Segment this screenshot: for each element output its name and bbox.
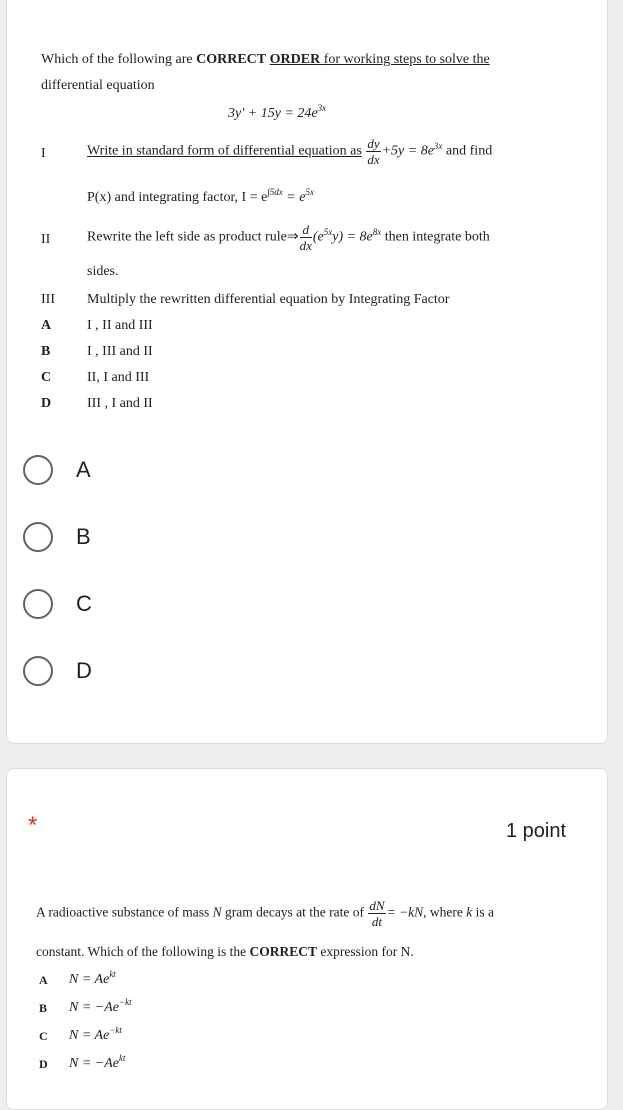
q1-choice-c-letter: C [41,370,52,385]
q1-choice-c-text: II, I and III [87,370,150,385]
q1-step3-label: III [41,292,55,307]
required-asterisk: * [28,812,38,839]
radio-c[interactable] [23,589,53,619]
option-c[interactable] [23,589,92,619]
q1-step3: Multiply the rewritten differential equation by Integrating Factor [87,292,450,307]
q2-choice-d-letter: D [39,1057,48,1071]
option-a-label: A [76,457,91,482]
q2-choice-b-letter: B [39,1001,48,1015]
radio-d[interactable] [23,656,53,686]
radio-b[interactable] [23,522,53,552]
option-d-label: D [76,658,92,683]
q2-stem-line1: A radioactive substance of mass N gram decays at the rate of $\frac{dN}{dt}$ = −kN, where k is a [36,898,495,929]
q2-stem-line2: constant. Which of the following is the CORRECT expression for N. [36,944,414,959]
q1-choice-a-letter: A [41,318,52,333]
q1-stem-line2: differential equation [41,78,155,93]
q1-step1-line2: P(x) and integrating factor, $I = e^{\int 5dx} = e^{5x}$ [87,187,314,205]
q1-step2-label: II [41,232,51,247]
q1-stem-line1: Which of the following are CORRECT ORDER for working steps to solve the [41,52,490,67]
option-d[interactable] [23,656,92,686]
q1-equation: $3y' + 15y = 24e^{3x}$ [228,103,327,121]
q1-choice-b-text: I , III and II [87,344,153,359]
q1-step2-line2: sides. [87,264,119,279]
q2-choice-a-expr: $N = Ae^{kt}$ [69,969,116,987]
radio-a[interactable] [23,455,53,485]
page-edge [608,0,623,1086]
q1-choice-d-text: III , I and II [87,396,153,411]
q1-step2: Rewrite the left side as product rule⇒ $\frac{d}{dx}$ $(e^{5x}y) = 8e^{8x}$ then integrate both [87,222,490,253]
q1-choice-d-letter: D [41,396,52,411]
q1-step1-dydx: $\frac{dy}{dx}$ [367,136,380,167]
q2-choice-c-expr: $N = Ae^{-kt}$ [69,1025,122,1043]
q2-choice-d-expr: $N = -Ae^{kt}$ [69,1053,126,1071]
q1-step1: Write in standard form of differential equation as $\frac{dy}{dx}$ $+5y = 8e^{3x}$ and find [87,136,493,167]
q2-dndt: $\frac{dN}{dt}$ [369,898,385,929]
q2-choice-a-letter: A [39,973,48,987]
q2-choice-b-expr: $N = -Ae^{-kt}$ [69,997,132,1015]
q1-step1-label: I [41,146,46,161]
option-b-label: B [76,524,91,549]
q1-step2-ddx: $\frac{d}{dx}$ [299,222,312,253]
option-c-label: C [76,591,92,616]
points-label: 1 point [506,820,567,842]
q1-choice-b-letter: B [41,344,51,359]
option-a[interactable] [23,455,91,485]
option-b[interactable] [23,522,91,552]
q2-choice-c-letter: C [39,1029,48,1043]
q1-choice-a-text: I , II and III [87,318,153,333]
